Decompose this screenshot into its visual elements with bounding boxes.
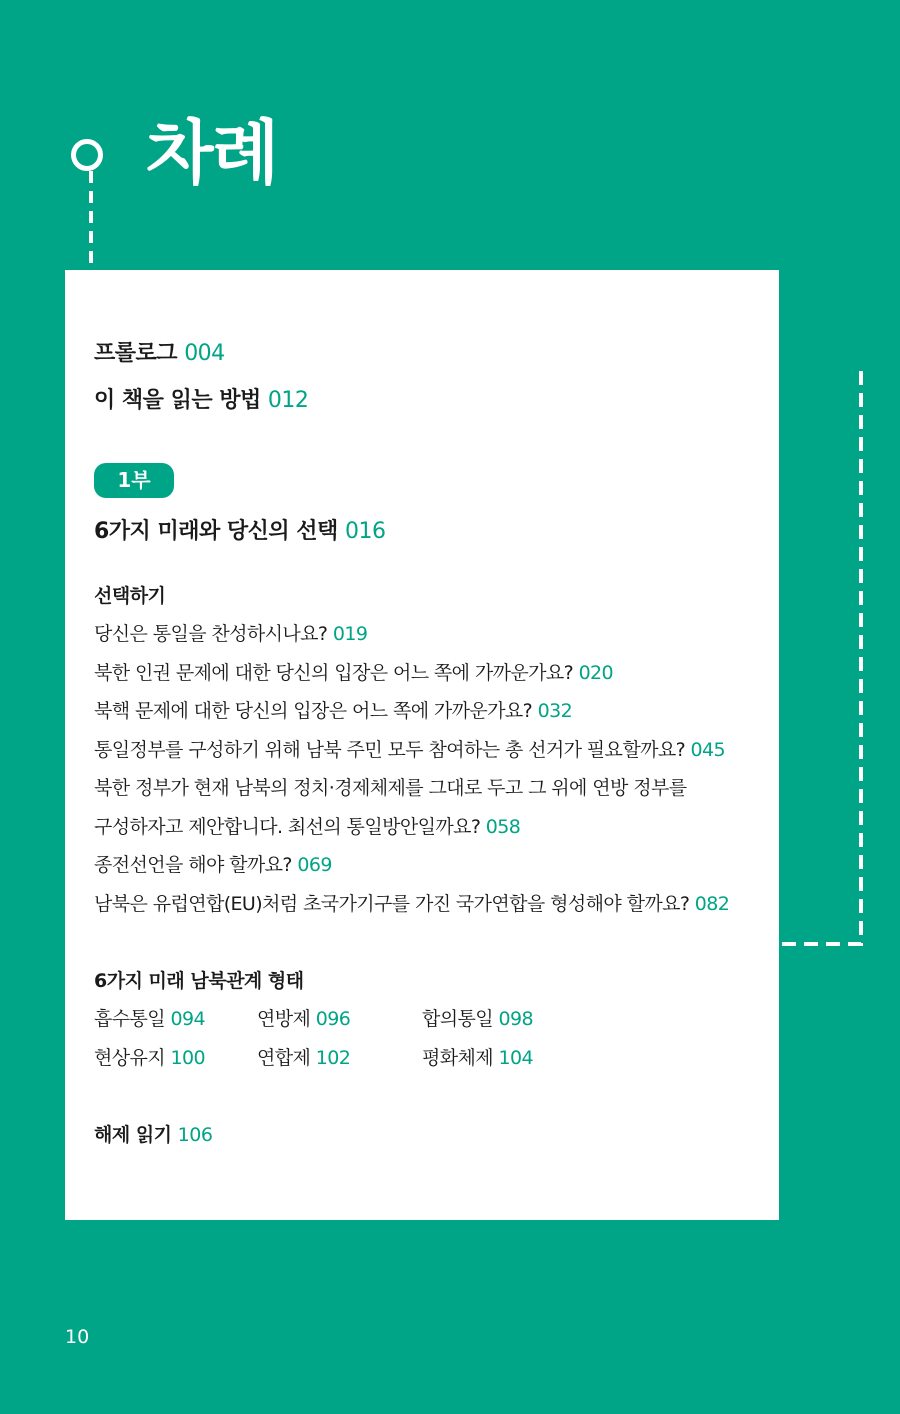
part-badge: 1부: [94, 463, 174, 498]
entry-label: 연방제: [257, 1008, 311, 1030]
entry-page: 098: [498, 1008, 533, 1030]
entry-page: 045: [690, 739, 725, 761]
toc-entry[interactable]: [94, 658, 613, 685]
entry-page: 082: [694, 893, 730, 915]
entry-label: 흡수통일: [94, 1008, 166, 1030]
entry-label: 북한 인권 문제에 대한 당신의 입장은 어느 쪽에 가까운가요?: [94, 662, 574, 684]
entry-page: 104: [498, 1047, 533, 1069]
toc-entry-how-to-read[interactable]: [94, 383, 308, 414]
toc-entry[interactable]: [94, 812, 520, 839]
entry-label: 당신은 통일을 찬성하시나요?: [94, 623, 328, 645]
toc-entry[interactable]: [94, 1004, 205, 1031]
entry-label: 북한 정부가 현재 남북의 정치·경제체제를 그대로 두고 그 위에 연방 정부를: [94, 777, 687, 799]
entry-label: 해제 읽기: [94, 1124, 172, 1146]
entry-page: 058: [485, 816, 521, 838]
entry-label: 종전선언을 해야 할까요?: [94, 854, 292, 876]
entry-page: 102: [315, 1047, 351, 1069]
entry-page: 004: [184, 341, 225, 366]
entry-label: 통일정부를 구성하기 위해 남북 주민 모두 참여하는 총 선거가 필요할까요?: [94, 739, 686, 761]
entry-page: 032: [537, 700, 573, 722]
toc-entry-prologue[interactable]: [94, 336, 225, 367]
entry-label: 이 책을 읽는 방법: [94, 388, 261, 413]
entry-page: 020: [578, 662, 614, 684]
entry-page: 096: [315, 1008, 351, 1030]
section-heading-futures: 6가지 미래 남북관계 형태: [94, 970, 304, 992]
toc-entry[interactable]: [257, 1004, 350, 1031]
entry-label: 구성하자고 제안합니다. 최선의 통일방안일까요?: [94, 816, 481, 838]
toc-entry[interactable]: [422, 1043, 533, 1070]
entry-label: 연합제: [257, 1047, 311, 1069]
toc-card: [65, 270, 779, 1220]
entry-label: 6가지 미래와 당신의 선택: [94, 519, 338, 544]
entry-page: 012: [267, 388, 309, 413]
entry-page: 016: [344, 519, 386, 544]
toc-entry[interactable]: [94, 619, 367, 646]
toc-entry[interactable]: [94, 735, 725, 762]
entry-label: 현상유지: [94, 1047, 166, 1069]
entry-page: 069: [297, 854, 332, 876]
toc-entry[interactable]: [94, 1043, 205, 1070]
entry-page: 100: [170, 1047, 205, 1069]
page-title: 차례: [146, 112, 278, 194]
entry-page: 106: [177, 1124, 213, 1146]
entry-page: 094: [170, 1008, 205, 1030]
circle-marker-icon: [71, 139, 103, 171]
page-number: 10: [65, 1326, 90, 1348]
entry-label: 합의통일: [422, 1008, 494, 1030]
entry-label: 남북은 유럽연합(EU)처럼 초국가기구를 가진 국가연합을 형성해야 할까요?: [94, 893, 690, 915]
section-heading-choices: 선택하기: [94, 585, 166, 607]
toc-entry[interactable]: [422, 1004, 533, 1031]
dashed-connector: [89, 171, 93, 269]
toc-entry[interactable]: [94, 773, 686, 800]
toc-entry[interactable]: [94, 889, 729, 916]
toc-entry[interactable]: [94, 850, 332, 877]
entry-label: 프롤로그: [94, 341, 178, 366]
entry-label: 평화체제: [422, 1047, 494, 1069]
entry-page: 019: [332, 623, 368, 645]
toc-entry-part-title[interactable]: [94, 514, 385, 545]
entry-label: 북핵 문제에 대한 당신의 입장은 어느 쪽에 가까운가요?: [94, 700, 533, 722]
toc-entry[interactable]: [94, 696, 572, 723]
dashed-bracket-decoration: [780, 363, 864, 947]
toc-entry[interactable]: [257, 1043, 350, 1070]
toc-entry-commentary[interactable]: [94, 1120, 212, 1147]
